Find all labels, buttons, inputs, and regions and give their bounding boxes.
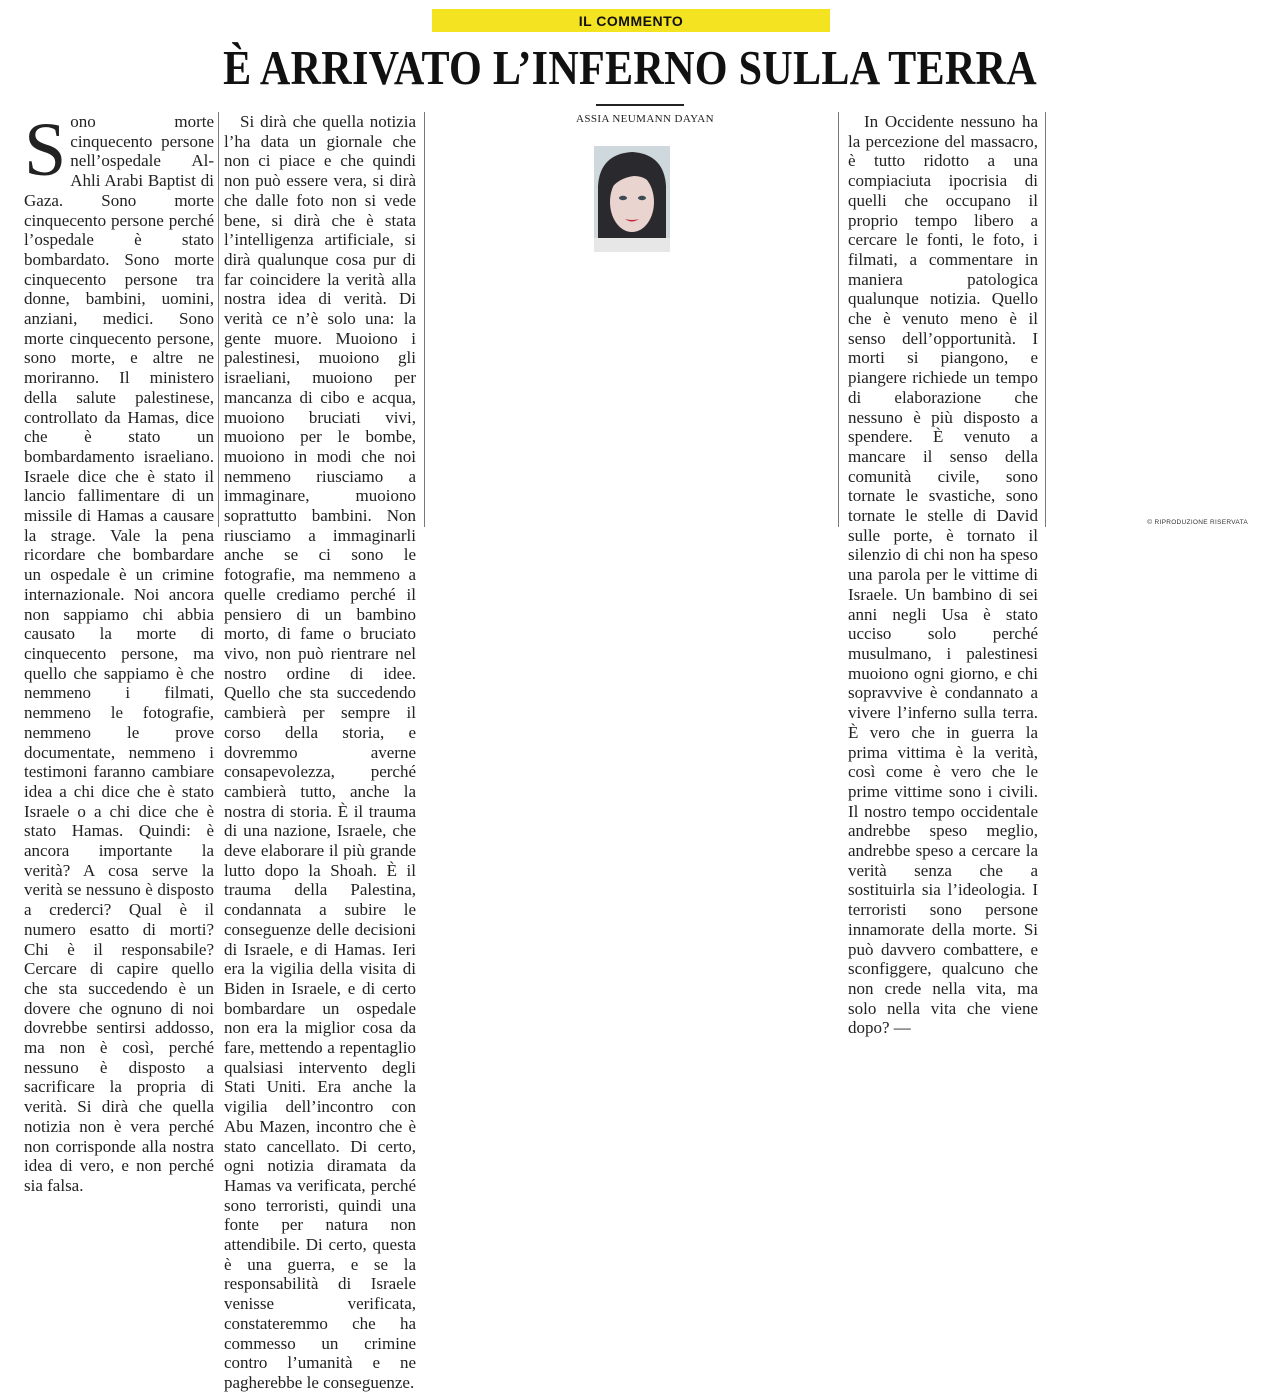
drop-cap: S bbox=[24, 108, 67, 192]
kicker-label: IL COMMENTO bbox=[432, 9, 830, 32]
headline: È ARRIVATO L’INFERNO SULLA TERRA bbox=[223, 40, 1037, 95]
column-divider bbox=[1045, 112, 1046, 527]
article-column-4 bbox=[848, 112, 1038, 1038]
column-divider bbox=[218, 112, 219, 527]
article-column-2 bbox=[224, 112, 416, 1392]
column-divider bbox=[838, 112, 839, 527]
paragraph-3: In Occidente nessuno ha la percezione del massacro, è tutto ridotto a una compiaciuta ipocrisia di quelli che occupano il proprio tempo libero a cercare le fonti, le foto, i filmati, a commentare in maniera patologica qualunque notizia. Quello che è venuto meno è il senso dell’opportunità. I morti si piangono, e piangere richiede un tempo di elaborazione che nessuno è più disposto a spendere. È venuto a mancare il senso della comunità civile, sono tornate le svastiche, sono tornate le stelle di David sulle porte, è tornato il silenzio di chi non ha speso una parola per le vittime di Israele. Un bambino di sei anni negli Usa è stato ucciso solo perché musulmano, i palestinesi muoiono ogni giorno, e chi sopravvive è condannato a vivere l’inferno sulla terra. È vero che in guerra la prima vittima è la verità, così come è vero che le prime vittime sono i civili. Il nostro tempo occidentale andrebbe speso meglio, andrebbe speso a cercare la verità senza che a sostituirla sia l’ideologia. I terroristi sono persone innamorate della morte. Si può davvero combattere, e sconfiggere, qualcuno che non crede nella vita, ma solo nella vita che viene dopo? — bbox=[848, 112, 1038, 1038]
paragraph-1: ono morte cinquecento persone nell’ospedale Al-Ahli Arabi Baptist di Gaza. Sono morte cinquecento persone perché l’ospedale è stato bombardato. Sono morte cinquecento persone tra donne, bambini, uomini, anziani, medici. Sono morte cinquecento persone, sono morte, e altre ne moriranno. Il ministero della salute palestinese, controllato da Hamas, dice che è stato un bombardamento israeliano. Israele dice che è stato il lancio fallimentare di un missile di Hamas a causare la strage. Vale la pena ricordare che bombardare un ospedale è un crimine internazionale. Noi ancora non sappiamo chi abbia causato la morte di cinquecento persone, ma quello che sappiamo è che nemmeno i filmati, nemmeno le fotografie, nemmeno le prove documentate, nemmeno i testimoni faranno cambiare idea a chi dice che è stato Israele o a chi dice che è stato Hamas. Quindi: è ancora importante la verità? A cosa serve la verità se nessuno è disposto a crederci? Qual è il numero esatto di morti? Chi è il responsabile? Cercare di capire quello che sta succedendo è un dovere che ognuno di noi dovrebbe sentirsi addosso, ma non è così, perché nessuno è disposto a sacrificare la propria di verità. Si dirà che quella notizia non è vera perché non corrisponde alla nostra idea di vero, e non perché sia falsa. bbox=[24, 112, 214, 1195]
byline: ASSIA NEUMANN DAYAN bbox=[576, 113, 714, 125]
byline-divider bbox=[596, 104, 684, 106]
paragraph-2: Si dirà che quella notizia l’ha data un giornale che non ci piace e che quindi non può essere vera, si dirà che dalle foto non si vede bene, si dirà che è stata l’intelligenza artificiale, si dirà qualunque cosa pur di far coincidere la verità alla nostra idea di verità. Di verità ce n’è solo una: la gente muore. Muoiono i palestinesi, muoiono gli israeliani, muoiono per mancanza di cibo e acqua, muoiono bruciati vivi, muoiono per le bombe, muoiono in modi che noi nemmeno riusciamo a immaginare, muoiono soprattutto bambini. Non riusciamo a immaginarli anche se ci sono le fotografie, ma nemmeno a quelle crediamo perché il pensiero di un bambino morto, di fame o bruciato vivo, non può rientrare nel nostro ordine di idee. Quello che sta succedendo cambierà per sempre il corso della storia, e dovremmo averne consapevolezza, perché cambierà tutto, anche la nostra di storia. È il trauma di una nazione, Israele, che deve elaborare il più grande lutto dopo la Shoah. È il trauma della Palestina, condannata a subire le conseguenze delle decisioni di Israele, e di Hamas. Ieri era la vigilia della visita di Biden in Israele, e di certo bombardare un ospedale non era la miglior cosa da fare, mettendo a repentaglio qualsiasi intervento degli Stati Uniti. Era anche la vigilia dell’incontro con Abu Mazen, incontro che è stato cancellato. Di certo, ogni notizia diramata da Hamas va verificata, perché sono terroristi, quindi una fonte per natura non attendibile. Di certo, questa è una guerra, e se la responsabilità di Israele venisse verificata, constateremmo che ha commesso un crimine contro l’umanità e ne pagherebbe le conseguenze. bbox=[224, 112, 416, 1392]
photo-wrap-space bbox=[591, 146, 837, 262]
copyright-notice: © RIPRODUZIONE RISERVATA bbox=[1147, 519, 1248, 526]
article-column-5 bbox=[1054, 112, 1250, 532]
article-column-1 bbox=[24, 108, 214, 1195]
column-divider bbox=[424, 112, 425, 527]
article-column-3 bbox=[433, 146, 837, 532]
